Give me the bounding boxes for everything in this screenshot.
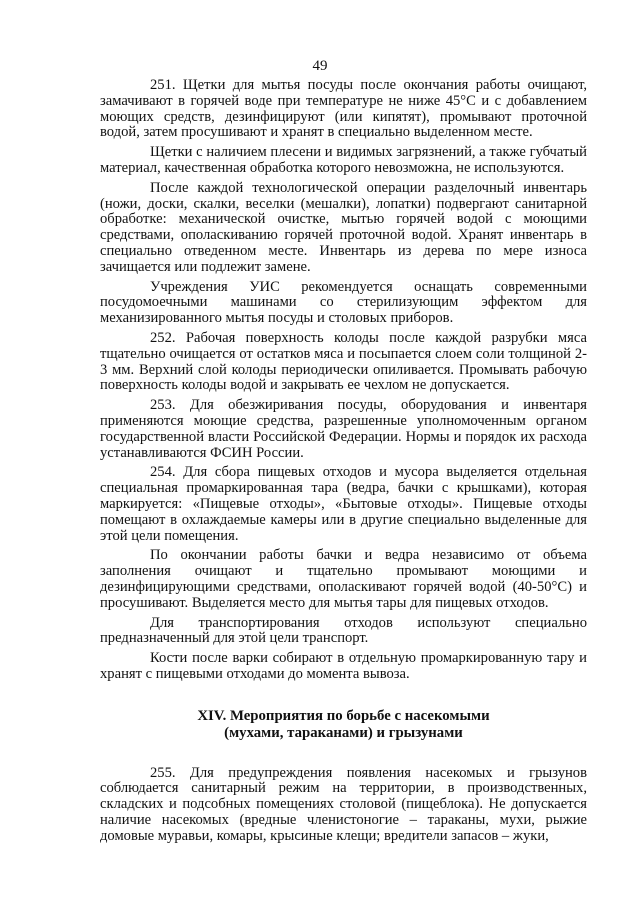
section-heading — [100, 708, 587, 743]
paragraph-dishwashers: Учреждения УИС рекомендуется оснащать современными посудомоечными машинами со стерилизующим эффектом для механизированного мытья посуды и столовых приборов. — [100, 278, 587, 327]
paragraph-brushes-mold: Щетки с наличием плесени и видимых загрязнений, а также губчатый материал, качественная обработка которого невозможна, не используются. — [100, 144, 587, 176]
section-heading-line-1: XIV. Мероприятия по борьбе с насекомыми — [197, 707, 490, 724]
paragraph-251: 251. Щетки для мытья посуды после окончания работы очищают, замачивают в горячей воде при температуре не ниже 45°С и с добавлением моющих средств, дезинфицируют (или кипятят), промывают проточной водой, затем просушивают и хранят в специально выделенном месте. — [100, 77, 587, 141]
paragraph-252: 252. Рабочая поверхность колоды после каждой разрубки мяса тщательно очищается от остатков мяса и посыпается слоем соли толщиной 2-3 мм. Верхний слой колоды периодически опиливается. Промывать рабочую поверхность колоды водой и закрывать ее чехлом не допускается. — [100, 329, 587, 394]
paragraph-bones-storage: Кости после варки собирают в отдельную промаркированную тару и хранят с пищевыми отходами до момента вывоза. — [100, 650, 587, 682]
paragraph-255: 255. Для предупреждения появления насекомых и грызунов соблюдается санитарный режим на территории, в производственных, складских и подсобных помещениях столовой (пищеблока). Не допускается наличие насекомых (вредные членистоногие – тараканы, мухи, рыжие домовые муравьи, комары, крысиные клещи; вредители запасов – жуки, — [100, 764, 587, 844]
paragraph-cutting-inventory: После каждой технологической операции разделочный инвентарь (ножи, доски, скалки, веселки (мешалки), лопатки) подвергают санитарной обработке: механической очистке, мытью горячей водой с моющими средствами, ополаскиванию горячей проточной водой. Хранят инвентарь в специально отведенном месте. Инвентарь из дерева по мере износа зачищается или подлежит замене. — [100, 179, 587, 275]
paragraph-containers-cleaning: По окончании работы бачки и ведра независимо от объема заполнения очищают и тщательно промывают моющими и дезинфицирующими средствами, ополаскивают горячей водой (40-50°С) и просушивают. Выделяется место для мытья тары для пищевых отходов. — [100, 547, 587, 611]
paragraph-253: 253. Для обезжиривания посуды, оборудования и инвентаря применяются моющие средства, разрешенные уполномоченным органом государственной власти Российской Федерации. Нормы и порядок их расхода устанавливаются ФСИН России. — [100, 397, 587, 461]
paragraph-254: 254. Для сбора пищевых отходов и мусора выделяется отдельная специальная промаркированная тара (ведра, бачки с крышками), которая маркируется: «Пищевые отходы», «Бытовые отходы». Пищевые отходы помещают в охлаждаемые камеры или в другие специально выделенные для этой цели помещения. — [100, 464, 587, 544]
section-heading-line-2: (мухами, тараканами) и грызунами — [224, 725, 463, 742]
paragraph-waste-transport: Для транспортирования отходов используют специально предназначенный для этой цели транспорт. — [100, 614, 587, 647]
page-number: 49 — [312, 58, 328, 74]
document-body — [100, 78, 587, 845]
